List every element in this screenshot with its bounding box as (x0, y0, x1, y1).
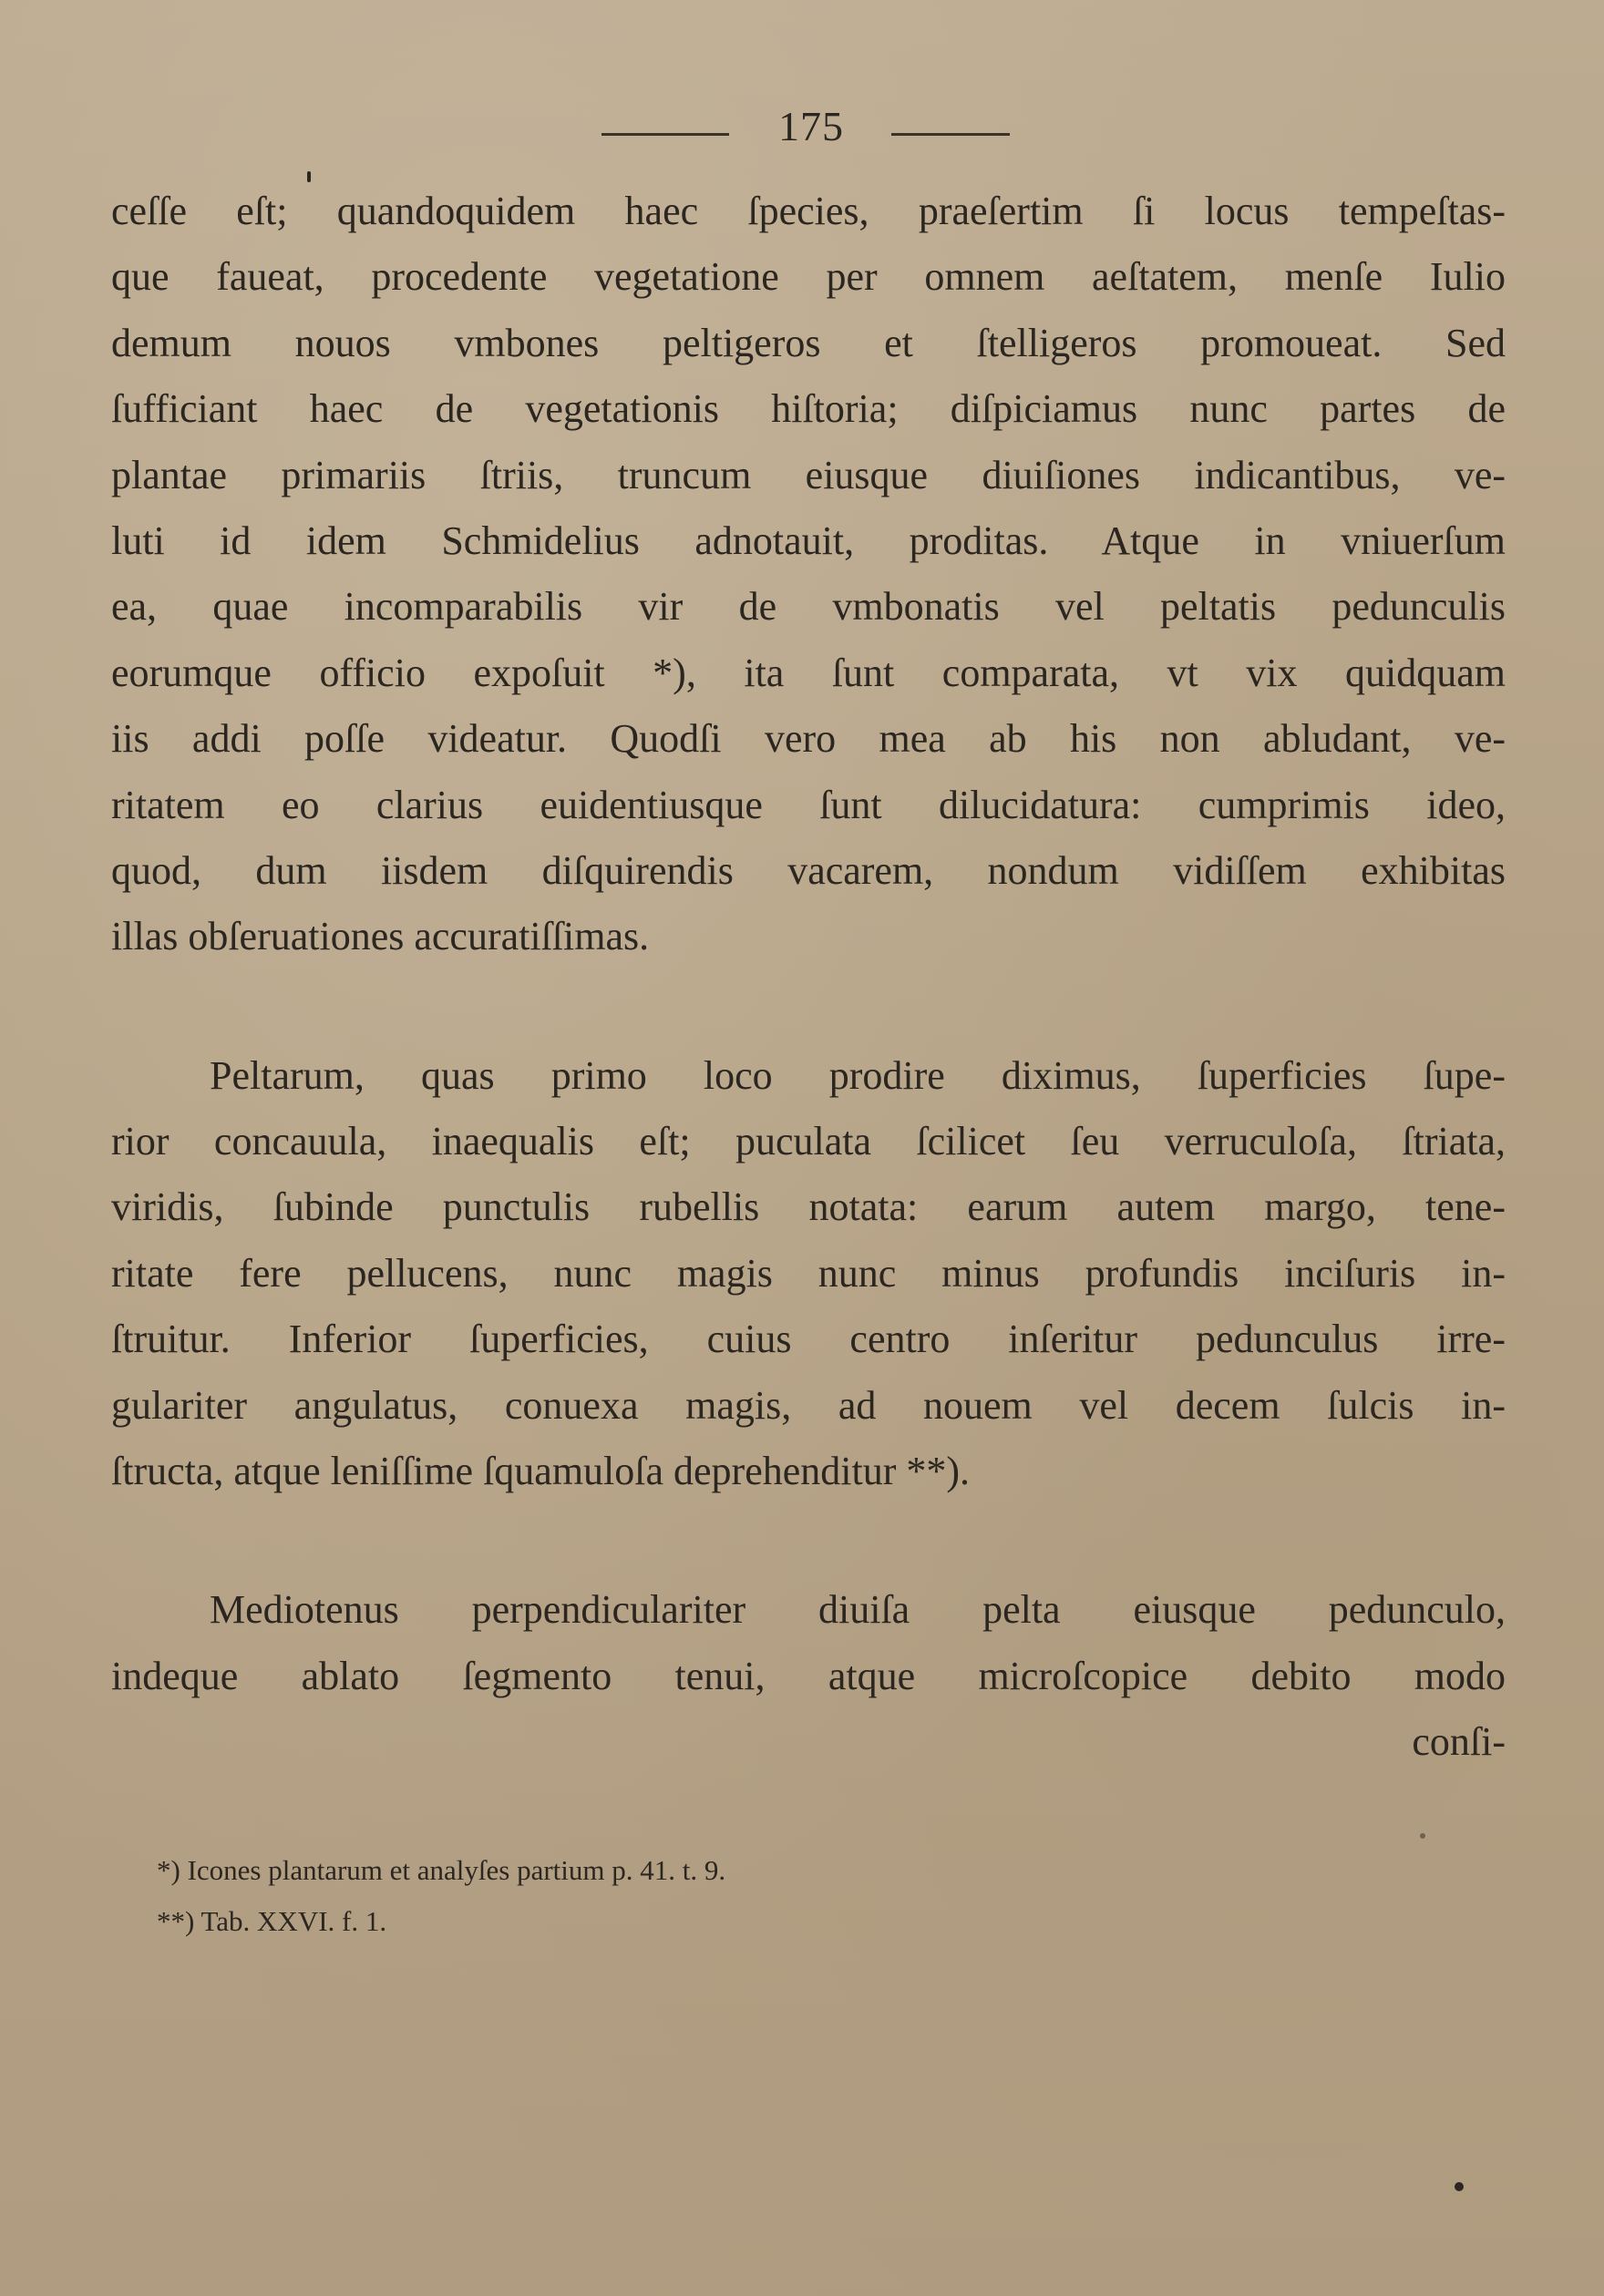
text-line: ritate fere pellucens, nunc magis nunc minus profundis inciſuris in- (111, 1250, 1506, 1296)
ink-speck (1455, 2182, 1464, 2191)
text-line: luti id idem Schmidelius adnotauit, proditas. Atque in vniuerſum (111, 518, 1506, 563)
page-header (0, 102, 1604, 157)
catchword: conſi- (1412, 1719, 1506, 1765)
paragraph-2 (111, 1043, 1506, 1505)
text-line: illas obſeruationes accuratiſſimas. (111, 914, 650, 959)
ink-speck (1420, 1833, 1425, 1839)
text-line: eorumque officio expoſuit *), ita ſunt comparata, vt vix quidquam (111, 650, 1506, 695)
text-line: iis addi poſſe videatur. Quodſi vero mea ab his non abludant, ve- (111, 716, 1506, 762)
text-line: ſtruitur. Inferior ſuperficies, cuius centro inſeritur pedunculus irre- (111, 1317, 1506, 1362)
ink-speck (307, 171, 311, 182)
text-line: que faueat, procedente vegetatione per omnem aeſtatem, menſe Iulio (111, 254, 1506, 300)
text-line: quod, dum iisdem diſquirendis vacarem, nondum vidiſſem exhibitas (111, 847, 1506, 893)
text-line: Peltarum, quas primo loco prodire diximus, ſuperficies ſupe- (210, 1052, 1506, 1098)
text-line: rior concauula, inaequalis eſt; puculata ſcilicet ſeu verruculoſa, ſtriata, (111, 1119, 1506, 1164)
text-line: ritatem eo clarius euidentiusque ſunt dilucidatura: cumprimis ideo, (111, 782, 1506, 827)
body-text (111, 179, 1506, 1776)
text-line: indeque ablato ſegmento tenui, atque microſcopice debito modo (111, 1653, 1506, 1698)
text-line: Mediotenus perpendiculariter diuiſa pelta eiusque pedunculo, (210, 1587, 1506, 1633)
paragraph-3 (111, 1577, 1506, 1775)
text-line: demum nouos vmbones peltigeros et ſtelligeros promoueat. Sed (111, 320, 1506, 365)
paragraph-gap (111, 970, 1506, 1043)
footnotes (157, 1845, 1250, 1947)
text-line: ea, quae incomparabilis vir de vmbonatis vel peltatis pedunculis (111, 584, 1506, 630)
paragraph-1 (111, 179, 1506, 970)
header-rule-left (602, 133, 729, 136)
footnote: *) Icones plantarum et analyſes partium p. 41. t. 9. (157, 1854, 726, 1886)
text-line: viridis, ſubinde punctulis rubellis notata: earum autem margo, tene- (111, 1184, 1506, 1230)
text-line: ceſſe eſt; quandoquidem haec ſpecies, praeſertim ſi locus tempeſtas- (111, 189, 1506, 233)
text-line: ſufficiant haec de vegetationis hiſtoria; diſpiciamus nunc partes de (111, 386, 1506, 432)
header-rule-right (891, 133, 1010, 136)
text-line: plantae primariis ſtriis, truncum eiusque diuiſiones indicantibus, ve- (111, 452, 1506, 497)
paragraph-gap (111, 1504, 1506, 1577)
text-line: gulariter angulatus, conuexa magis, ad nouem vel decem ſulcis in- (111, 1382, 1506, 1428)
page-number: 175 (778, 103, 844, 149)
footnote: **) Tab. XXVI. f. 1. (157, 1905, 387, 1937)
text-line: ſtructa, atque leniſſime ſquamuloſa deprehenditur **). (111, 1449, 971, 1494)
